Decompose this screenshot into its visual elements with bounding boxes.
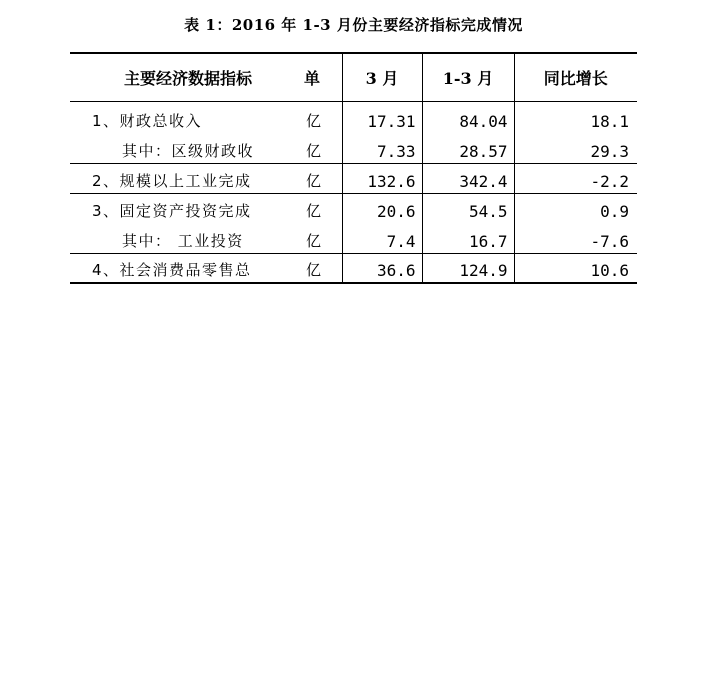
header-indicator: 主要经济数据指标 [70,53,302,101]
table-row [70,101,637,133]
row-q1: 84.04 [422,101,514,133]
row-unit: 亿 [302,163,342,193]
table-title: 表 1：2016 年 1-3 月份主要经济指标完成情况 [184,16,523,34]
row-indicator: 其中： 工业投资 [70,223,302,253]
row-march: 7.33 [342,133,422,163]
row-unit: 亿 [302,223,342,253]
row-indicator: 2、规模以上工业完成 [70,163,302,193]
row-q1: 342.4 [422,163,514,193]
row-indicator: 1、财政总收入 [92,112,203,130]
row-unit: 亿 [306,112,322,130]
row-yoy: -7.6 [514,223,637,253]
row-q1: 54.5 [422,193,514,223]
header-row [70,53,637,101]
table-row [70,193,637,223]
row-indicator: 4、社会消费品零售总 [70,253,302,283]
economic-indicators-table [70,52,637,284]
table-row [70,163,637,193]
row-yoy: 29.3 [514,133,637,163]
row-yoy: 10.6 [514,253,637,283]
header-yoy: 同比增长 [514,53,637,101]
table-row [70,223,637,253]
row-march: 20.6 [342,193,422,223]
row-yoy: -2.2 [514,163,637,193]
row-indicator: 3、固定资产投资完成 [92,202,252,220]
indicators-table [70,52,637,284]
row-march: 7.4 [342,223,422,253]
row-q1: 124.9 [422,253,514,283]
row-q1: 16.7 [422,223,514,253]
header-q1: 1-3 月 [422,53,514,101]
row-yoy: 18.1 [514,101,637,133]
header-march: 3 月 [342,53,422,101]
row-indicator: 其中：区级财政收 [70,133,302,163]
row-march: 36.6 [342,253,422,283]
table-row [70,133,637,163]
row-yoy: 0.9 [514,193,637,223]
table-row [70,253,637,283]
row-unit: 亿 [302,253,342,283]
row-unit: 亿 [306,202,322,220]
row-unit: 亿 [302,133,342,163]
row-march: 17.31 [342,101,422,133]
header-unit: 单 [302,53,342,101]
row-q1: 28.57 [422,133,514,163]
row-march: 132.6 [342,163,422,193]
